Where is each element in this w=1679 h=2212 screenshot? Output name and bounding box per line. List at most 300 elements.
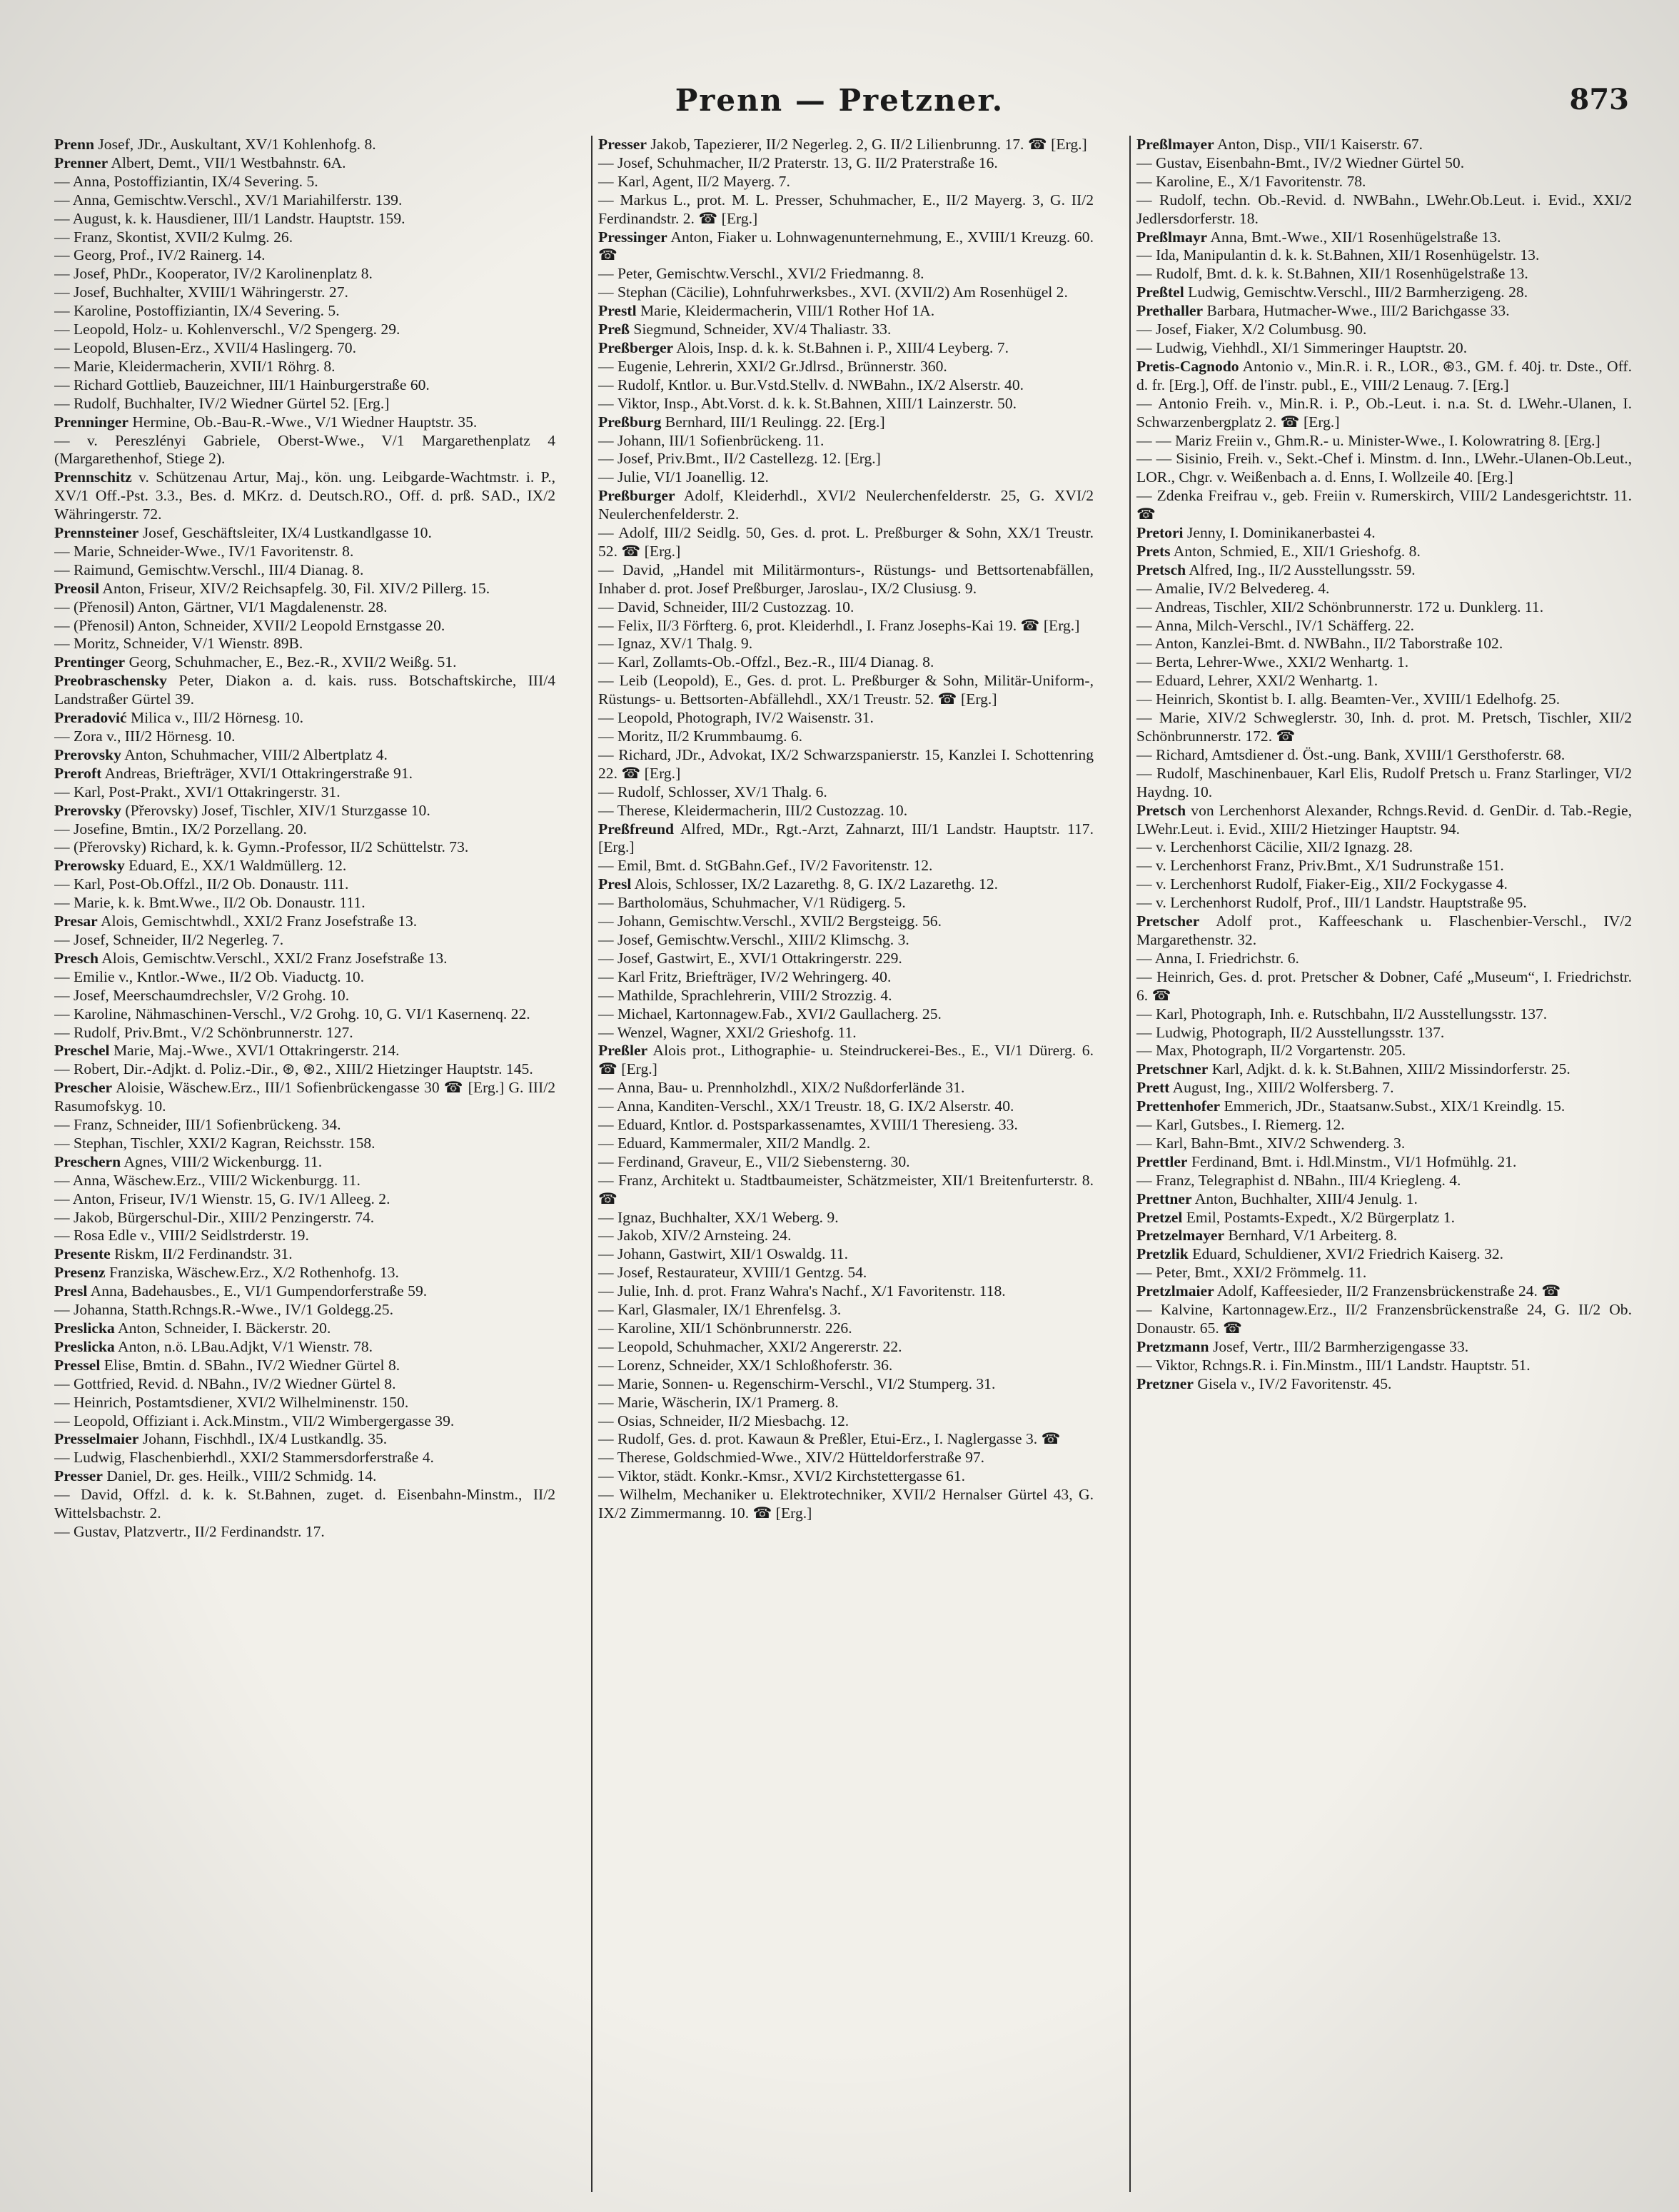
entry-text: — Karoline, E., X/1 Favoritenstr. 78.: [1136, 172, 1366, 190]
entry-surname: Prett: [1136, 1079, 1170, 1097]
directory-entry: [598, 376, 1094, 395]
entry-surname: Prethaller: [1136, 302, 1204, 320]
directory-entry: [1136, 1282, 1632, 1301]
entry-text: Anna, Bmt.-Wwe., XII/1 Rosenhügelstraße 13.: [1210, 228, 1501, 246]
entry-text: Anton, Schuhmacher, VIII/2 Albertplatz 4.: [124, 745, 388, 763]
entry-text: — Josef, Fiaker, X/2 Columbusg. 90.: [1136, 321, 1367, 338]
entry-text: — Richard, Amtsdiener d. Öst.-ung. Bank, XVIII/1 Gersthoferstr. 68.: [1136, 745, 1565, 763]
directory-entry: [598, 321, 1094, 339]
directory-entry: [54, 950, 555, 968]
entry-text: Anton, Friseur, XIV/2 Reichsapfelg. 30, Fil. XIV/2 Pillerg. 15.: [102, 579, 490, 597]
directory-entry: [54, 709, 555, 728]
entry-text: Johann, Fischhdl., IX/4 Lustkandlg. 35.: [142, 1430, 388, 1448]
entry-text: — Josef, Schuhmacher, II/2 Praterstr. 13, G. II/2 Praterstraße 16.: [598, 154, 998, 171]
directory-entry: [598, 228, 1094, 266]
entry-text: — Rosa Edle v., VIII/2 Seidlstrderstr. 19.: [54, 1227, 309, 1245]
directory-entry: [1136, 1079, 1632, 1097]
entry-text: — Eduard, Kntlor. d. Postsparkassenamtes, XVIII/1 Theresieng. 33.: [598, 1116, 1018, 1134]
entry-text: — Anna, Kanditen-Verschl., XX/1 Treustr. 18, G. IX/2 Alserstr. 40.: [598, 1097, 1014, 1115]
directory-entry: [1136, 265, 1632, 283]
entry-text: — Johanna, Statth.Rchngs.R.-Wwe., IV/1 Goldegg.25.: [54, 1301, 393, 1319]
entry-text: — Emil, Bmt. d. StGBahn.Gef., IV/2 Favoritenstr. 12.: [598, 857, 933, 875]
directory-entry: [598, 1486, 1094, 1523]
directory-entry: [54, 765, 555, 783]
entry-text: — Richard, JDr., Advokat, IX/2 Schwarzspanierstr. 15, Kanzlei I. Schottenring 22. ☎ [Erg.]: [598, 745, 1094, 782]
directory-entry: [598, 1097, 1094, 1116]
directory-entry: [1136, 968, 1632, 1005]
entry-surname: Presser: [54, 1467, 103, 1485]
directory-entry: [598, 653, 1094, 672]
directory-entry: [1136, 358, 1632, 395]
directory-entry: [54, 746, 555, 765]
entry-text: — — Mariz Freiin v., Ghm.R.- u. Minister-Wwe., I. Kolowratring 8. [Erg.]: [1136, 431, 1600, 449]
directory-entry: [598, 728, 1094, 746]
entry-surname: Prennsteiner: [54, 524, 139, 542]
entry-surname: Presch: [54, 949, 99, 967]
entry-text: Daniel, Dr. ges. Heilk., VIII/2 Schmidg. 14.: [106, 1467, 377, 1485]
entry-surname: Prerovsky: [54, 745, 121, 763]
entry-text: — Josef, Schneider, II/2 Negerleg. 7.: [54, 930, 284, 948]
entry-text: Anton, n.ö. LBau.Adjkt, V/1 Wienstr. 78.: [117, 1337, 373, 1355]
entry-text: Antonio v., Min.R. i. R., LOR., ⊛3., GM. f. 40j. tr. Dste., Off. d. fr. [Erg.], Off. de l'instr. publ., E., VIII/2 Lenaug. 7. [Erg.]: [1136, 357, 1632, 393]
entry-text: — Franz, Telegraphist d. NBahn., III/4 Kriegleng. 4.: [1136, 1171, 1461, 1189]
directory-entry: [54, 173, 555, 191]
directory-entry: [54, 617, 555, 635]
directory-entry: [54, 1449, 555, 1467]
entry-surname: Prerowsky: [54, 857, 125, 875]
directory-entry: [598, 1135, 1094, 1153]
entry-text: — Kalvine, Kartonnagew.Erz., II/2 Franzensbrückenstraße 24, G. II/2 Ob. Donaustr. 65. ☎: [1136, 1301, 1632, 1337]
directory-entry: [1136, 524, 1632, 543]
entry-text: — Johann, Gemischtw.Verschl., XVII/2 Bergsteigg. 56.: [598, 913, 942, 930]
entry-surname: Pretzel: [1136, 1208, 1183, 1226]
entry-text: — Franz, Schneider, III/1 Sofienbrückeng. 34.: [54, 1116, 341, 1134]
directory-entry: [54, 598, 555, 617]
entry-text: — Eugenie, Lehrerin, XXI/2 Gr.Jdlrsd., Brünnerstr. 360.: [598, 357, 947, 375]
directory-entry: [598, 432, 1094, 451]
directory-entry: [54, 820, 555, 839]
entry-text: — Stephan, Tischler, XXI/2 Kagran, Reichsstr. 158.: [54, 1134, 375, 1152]
entry-text: — Ignaz, Buchhalter, XX/1 Weberg. 9.: [598, 1208, 839, 1226]
directory-entry: [1136, 395, 1632, 432]
entry-text: — (Přenosil) Anton, Gärtner, VI/1 Magdalenenstr. 28.: [54, 598, 388, 615]
directory-entry: [598, 1282, 1094, 1301]
directory-entry: [1136, 173, 1632, 191]
entry-text: — Anton, Kanzlei-Bmt. d. NWBahn., II/2 Taborstraße 102.: [1136, 635, 1503, 653]
entry-text: Anton, Disp., VII/1 Kaiserstr. 67.: [1216, 136, 1423, 153]
entry-text: — Marie, Schneider-Wwe., IV/1 Favoritenstr. 8.: [54, 542, 354, 560]
directory-entry: [1136, 1227, 1632, 1245]
directory-entry: [1136, 1357, 1632, 1375]
entry-text: — Josef, PhDr., Kooperator, IV/2 Karolinenplatz 8.: [54, 265, 373, 283]
entry-text: — Moritz, Schneider, V/1 Wienstr. 89B.: [54, 635, 303, 653]
entry-text: — Leopold, Schuhmacher, XXI/2 Angererstr. 22.: [598, 1337, 902, 1355]
directory-entry: [1136, 283, 1632, 302]
entry-surname: Preosil: [54, 579, 100, 597]
column-right: [1129, 136, 1632, 2192]
entry-surname: Preßberger: [598, 338, 674, 356]
entry-text: Alois, Gemischtwhdl., XXI/2 Franz Josefstraße 13.: [100, 913, 418, 930]
directory-entry: [1136, 672, 1632, 690]
directory-entry: [598, 1449, 1094, 1467]
entry-text: Georg, Schuhmacher, E., Bez.-R., XVII/2 Weißg. 51.: [128, 653, 457, 671]
directory-entry: [1136, 950, 1632, 968]
entry-text: Ferdinand, Bmt. i. Hdl.Minstm., VI/1 Hofmühlg. 21.: [1191, 1152, 1517, 1170]
entry-surname: Presl: [54, 1282, 88, 1300]
entry-text: — Viktor, städt. Konkr.-Kmsr., XVI/2 Kirchstettergasse 61.: [598, 1467, 966, 1485]
entry-text: — Anton, Friseur, IV/1 Wienstr. 15, G. IV/1 Alleeg. 2.: [54, 1190, 390, 1207]
entry-text: — Eduard, Kammermaler, XII/2 Mandlg. 2.: [598, 1134, 871, 1152]
directory-entry: [54, 672, 555, 709]
entry-text: — Karl, Photograph, Inh. e. Rutschbahn, II/2 Ausstellungsstr. 137.: [1136, 1005, 1548, 1022]
entry-text: — Rudolf, Kntlor. u. Bur.Vstd.Stellv. d. NWBahn., IX/2 Alserstr. 40.: [598, 376, 1024, 393]
entry-text: — Ignaz, XV/1 Thalg. 9.: [598, 635, 753, 653]
directory-entry: [598, 1319, 1094, 1338]
directory-entry: [54, 580, 555, 598]
entry-text: — Osias, Schneider, II/2 Miesbachg. 12.: [598, 1412, 849, 1429]
entry-text: — Rudolf, techn. Ob.-Revid. d. NWBahn., LWehr.Ob.Leut. i. Evid., XXI/2 Jedlersdorferstr. 18.: [1136, 191, 1632, 227]
entry-surname: Presente: [54, 1245, 111, 1263]
entry-text: Ludwig, Gemischtw.Verschl., III/2 Barmherzigeng. 28.: [1188, 283, 1528, 301]
entry-surname: Pretzner: [1136, 1374, 1194, 1392]
directory-entry: [1136, 246, 1632, 265]
directory-entry: [1136, 339, 1632, 358]
entry-text: Adolf, Kleiderhdl., XVI/2 Neulerchenfelderstr. 25, G. XVI/2 Neulerchenfelderstr. 2.: [598, 487, 1094, 523]
entry-text: Anton, Fiaker u. Lohnwagenunternehmung, E., XVIII/1 Kreuzg. 60. ☎: [598, 228, 1094, 264]
entry-surname: Presl: [598, 875, 632, 893]
entry-text: Josef, Vertr., III/2 Barmherzigengasse 33.: [1212, 1337, 1469, 1355]
directory-entry: [1136, 450, 1632, 487]
entry-text: — Leopold, Blusen-Erz., XVII/4 Haslingerg. 70.: [54, 338, 356, 356]
entry-text: — Anna, Postoffiziantin, IX/4 Severing. 5.: [54, 172, 318, 190]
directory-entry: [54, 1227, 555, 1245]
entry-text: Milica v., III/2 Hörnesg. 10.: [130, 709, 304, 727]
directory-entry: [1136, 1097, 1632, 1116]
directory-entry: [598, 1024, 1094, 1042]
entry-text: Karl, Adjkt. d. k. k. St.Bahnen, XIII/2 Missindorferstr. 25.: [1211, 1060, 1570, 1078]
entry-text: — Ludwig, Photograph, II/2 Ausstellungsstr. 137.: [1136, 1023, 1445, 1041]
directory-entry: [1136, 875, 1632, 894]
entry-text: — Rudolf, Bmt. d. k. k. St.Bahnen, XII/1 Rosenhügelstraße 13.: [1136, 265, 1528, 283]
directory-entry: [598, 524, 1094, 561]
directory-entry: [54, 302, 555, 321]
directory-entry: [1136, 802, 1632, 839]
directory-entry: [598, 1245, 1094, 1264]
directory-entry: [598, 173, 1094, 191]
entry-text: — Anna, I. Friedrichstr. 6.: [1136, 949, 1299, 967]
directory-entry: [1136, 1245, 1632, 1264]
entry-surname: Presenz: [54, 1264, 106, 1282]
directory-entry: [598, 1227, 1094, 1245]
entry-text: — Berta, Lehrer-Wwe., XXI/2 Wenhartg. 1.: [1136, 653, 1409, 671]
directory-entry: [1136, 598, 1632, 617]
entry-text: — Robert, Dir.-Adjkt. d. Poliz.-Dir., ⊛, ⊛2., XIII/2 Hietzinger Hauptstr. 145.: [54, 1060, 533, 1078]
column-left: [54, 136, 555, 2192]
entry-text: — Ludwig, Viehhdl., XI/1 Simmeringer Hauptstr. 20.: [1136, 338, 1468, 356]
entry-surname: Pretsch: [1136, 560, 1186, 578]
entry-text: Eduard, Schuldiener, XVI/2 Friedrich Kaiserg. 32.: [1192, 1245, 1504, 1263]
directory-entry: [54, 1486, 555, 1523]
directory-entry: [1136, 543, 1632, 561]
entry-text: — Peter, Gemischtw.Verschl., XVI/2 Friedmanng. 8.: [598, 265, 924, 283]
directory-entry: [1136, 1024, 1632, 1042]
directory-entry: [598, 1264, 1094, 1282]
directory-entry: [54, 358, 555, 376]
entry-text: — — Sisinio, Freih. v., Sekt.-Chef i. Minstm. d. Inn., LWehr.-Ulanen-Ob.Leut., LOR., Chgr. v. Weißenbach a. d. Enns, I. Wollzeile 40. [Erg.]: [1136, 450, 1632, 486]
entry-text: — Anna, Wäschew.Erz., VIII/2 Wickenburgg. 11.: [54, 1171, 360, 1189]
entry-text: — Wenzel, Wagner, XXI/2 Grieshofg. 11.: [598, 1023, 857, 1041]
directory-entry: [1136, 894, 1632, 913]
directory-entry: [1136, 1042, 1632, 1060]
directory-entry: [54, 154, 555, 173]
directory-entry: [54, 838, 555, 857]
entry-surname: Pretis-Cagnodo: [1136, 357, 1239, 375]
directory-entry: [1136, 580, 1632, 598]
entry-text: — Max, Photograph, II/2 Vorgartenstr. 205.: [1136, 1042, 1406, 1060]
entry-surname: Prettler: [1136, 1152, 1188, 1170]
entry-text: Andreas, Briefträger, XVI/1 Ottakringerstraße 91.: [104, 764, 413, 782]
entry-text: Albert, Demt., VII/1 Westbahnstr. 6A.: [111, 154, 346, 171]
entry-text: Alois, Gemischtw.Verschl., XXI/2 Franz Josefstraße 13.: [101, 949, 448, 967]
directory-entry: [1136, 136, 1632, 154]
entry-text: — Heinrich, Skontist b. I. allg. Beamten-Ver., XVIII/1 Edelhofg. 25.: [1136, 690, 1560, 708]
entry-surname: Pretzmann: [1136, 1337, 1209, 1355]
directory-entry: [598, 987, 1094, 1005]
entry-text: Bernhard, V/1 Arbeiterg. 8.: [1228, 1227, 1398, 1245]
page-number: 873: [1569, 83, 1629, 116]
directory-entry: [598, 395, 1094, 413]
directory-entry: [1136, 765, 1632, 802]
entry-surname: Preßburg: [598, 413, 662, 431]
entry-surname: Pretzelmayer: [1136, 1227, 1225, 1245]
directory-entry: [598, 561, 1094, 598]
directory-entry: [54, 1209, 555, 1227]
entry-text: Josef, JDr., Auskultant, XV/1 Kohlenhofg. 8.: [98, 136, 376, 153]
entry-text: — Karl, Post-Ob.Offzl., II/2 Ob. Donaustr. 111.: [54, 875, 349, 893]
directory-entry: [54, 1357, 555, 1375]
directory-entry: [1136, 635, 1632, 653]
entry-text: — Jakob, Bürgerschul-Dir., XIII/2 Penzingerstr. 74.: [54, 1208, 375, 1226]
entry-text: — v. Lerchenhorst Franz, Priv.Bmt., X/1 Sudrunstraße 151.: [1136, 857, 1504, 875]
directory-entry: [54, 210, 555, 228]
entry-text: — Marie, k. k. Bmt.Wwe., II/2 Ob. Donaustr. 111.: [54, 894, 365, 912]
entry-text: — Julie, Inh. d. prot. Franz Wahra's Nachf., X/1 Favoritenstr. 118.: [598, 1282, 1006, 1300]
entry-text: — Bartholomäus, Schuhmacher, V/1 Rüdigerg. 5.: [598, 894, 906, 912]
entry-surname: Preslicka: [54, 1337, 115, 1355]
entry-text: — David, Offzl. d. k. k. St.Bahnen, zuget. d. Eisenbahn-Minstm., II/2 Wittelsbachstr. 2.: [54, 1486, 555, 1522]
entry-text: — Franz, Skontist, XVII/2 Kulmg. 26.: [54, 228, 293, 246]
entry-text: — Lorenz, Schneider, XX/1 Schloßhoferstr. 36.: [598, 1356, 893, 1374]
directory-entry: [54, 1467, 555, 1486]
entry-text: — Stephan (Cäcilie), Lohnfuhrwerksbes., XVI. (XVII/2) Am Rosenhügel 2.: [598, 283, 1068, 301]
entry-text: — Johann, Gastwirt, XII/1 Oswaldg. 11.: [598, 1245, 849, 1263]
entry-text: — Josef, Priv.Bmt., II/2 Castellezg. 12. [Erg.]: [598, 450, 881, 468]
directory-entry: [54, 653, 555, 672]
entry-surname: Prestl: [598, 302, 637, 320]
directory-entry: [598, 468, 1094, 487]
entry-surname: Preslicka: [54, 1319, 115, 1337]
directory-entry: [1136, 1060, 1632, 1079]
directory-entry: [54, 857, 555, 875]
directory-entry: [1136, 617, 1632, 635]
directory-entry: [54, 413, 555, 432]
directory-entry: [598, 1430, 1094, 1449]
entry-text: — Ferdinand, Graveur, E., VII/2 Siebensterng. 30.: [598, 1152, 910, 1170]
directory-entry: [54, 468, 555, 524]
entry-text: — Ludwig, Flaschenbierhdl., XXI/2 Stammersdorferstraße 4.: [54, 1449, 434, 1467]
entry-text: Alfred, MDr., Rgt.-Arzt, Zahnarzt, III/1 Landstr. Hauptstr. 117. [Erg.]: [598, 820, 1094, 856]
directory-entry: [598, 746, 1094, 783]
entry-text: Anton, Schneider, I. Bäckerstr. 20.: [117, 1319, 331, 1337]
entry-text: Emmerich, JDr., Staatsanw.Subst., XIX/1 Kreindlg. 15.: [1224, 1097, 1565, 1115]
entry-text: — Felix, II/3 Förfterg. 6, prot. Kleiderhdl., I. Franz Josephs-Kai 19. ☎ [Erg.]: [598, 616, 1080, 634]
directory-entry: [598, 783, 1094, 802]
entry-surname: Pretzlik: [1136, 1245, 1189, 1263]
entry-text: — Anna, Bau- u. Prennholzhdl., XIX/2 Nußdorferlände 31.: [598, 1079, 965, 1097]
entry-text: — Ida, Manipulantin d. k. k. St.Bahnen, XII/1 Rosenhügelstr. 13.: [1136, 246, 1540, 264]
entry-surname: Prennschitz: [54, 468, 132, 486]
entry-text: — Richard Gottlieb, Bauzeichner, III/1 Hainburgerstraße 60.: [54, 376, 430, 393]
entry-text: — Rudolf, Maschinenbauer, Karl Elis, Rudolf Pretsch u. Franz Starlinger, VI/2 Haydng. 10.: [1136, 764, 1632, 800]
directory-entry: [598, 1375, 1094, 1394]
directory-entry: [598, 875, 1094, 894]
entry-text: — v. Lerchenhorst Rudolf, Prof., III/1 Landstr. Hauptstraße 95.: [1136, 894, 1527, 912]
directory-entry: [598, 1467, 1094, 1486]
entry-surname: Preobraschensky: [54, 672, 167, 690]
directory-entry: [54, 1172, 555, 1190]
entry-text: Elise, Bmtin. d. SBahn., IV/2 Wiedner Gürtel 8.: [104, 1356, 400, 1374]
directory-entry: [54, 635, 555, 653]
entry-surname: Prenner: [54, 154, 109, 171]
directory-entry: [598, 635, 1094, 653]
directory-entry: [54, 783, 555, 802]
entry-surname: Presser: [598, 136, 647, 153]
entry-text: Jakob, Tapezierer, II/2 Negerleg. 2, G. II/2 Lilienbrunng. 17. ☎ [Erg.]: [650, 136, 1087, 153]
entry-text: — Wilhelm, Mechaniker u. Elektrotechniker, XVII/2 Hernalser Gürtel 43, G. IX/2 Zimmermanng. 10. ☎ [Erg.]: [598, 1486, 1094, 1522]
entry-text: Marie, Kleidermacherin, VIII/1 Rother Hof 1A.: [640, 302, 935, 320]
entry-surname: Preßburger: [598, 487, 675, 505]
entry-text: Peter, Diakon a. d. kais. russ. Botschaftskirche, III/4 Landstraßer Gürtel 39.: [54, 672, 555, 708]
entry-text: — Gustav, Platzvertr., II/2 Ferdinandstr. 17.: [54, 1522, 325, 1540]
entry-text: von Lerchenhorst Alexander, Rchngs.Revid. d. GenDir. d. Tab.-Regie, LWehr.Leut. i. Evid., XIII/2 Hietzinger Hauptstr. 94.: [1136, 801, 1632, 838]
entry-surname: Prerovsky: [54, 801, 121, 819]
directory-entry: [54, 1523, 555, 1542]
directory-entry: [598, 283, 1094, 302]
entry-text: (Přerovsky) Josef, Tischler, XIV/1 Sturzgasse 10.: [125, 801, 430, 819]
entry-text: — v. Lerchenhorst Cäcilie, XII/2 Ignazg. 28.: [1136, 838, 1413, 856]
directory-entry: [54, 875, 555, 894]
entry-text: — Eduard, Lehrer, XXI/2 Wenhartg. 1.: [1136, 672, 1378, 690]
directory-entry: [1136, 746, 1632, 765]
entry-text: Anna, Badehausbes., E., VI/1 Gumpendorferstraße 59.: [90, 1282, 428, 1300]
directory-entry: [598, 894, 1094, 913]
directory-entry: [598, 802, 1094, 820]
directory-entry: [54, 931, 555, 950]
directory-entry: [598, 931, 1094, 950]
directory-entry: [598, 1301, 1094, 1319]
entry-text: — Moritz, II/2 Krummbaumg. 6.: [598, 728, 803, 745]
directory-entry: [1136, 228, 1632, 247]
directory-entry: [598, 1116, 1094, 1135]
directory-entry: [598, 857, 1094, 875]
directory-entry: [54, 1135, 555, 1153]
directory-entry: [1136, 1153, 1632, 1172]
entry-text: Adolf prot., Kaffeeschank u. Flaschenbier-Verschl., IV/2 Margarethenstr. 32.: [1136, 913, 1632, 948]
directory-entry: [1136, 302, 1632, 321]
directory-entry: [598, 1042, 1094, 1079]
directory-entry: [54, 1282, 555, 1301]
directory-entry: [1136, 1301, 1632, 1338]
entry-text: v. Schützenau Artur, Maj., kön. ung. Leibgarde-Wachtmstr. i. P., XV/1 Off.-Pst. 3.3., Bes. d. MKrz. d. Deutsch.RO., Off. d. prß. SAD., IX/2 Währingerstr. 72.: [54, 468, 555, 523]
directory-entry: [54, 432, 555, 469]
directory-entry: [598, 154, 1094, 173]
directory-entry: [54, 191, 555, 210]
directory-entry: [598, 1209, 1094, 1227]
entry-text: — (Přenosil) Anton, Schneider, XVII/2 Leopold Ernstgasse 20.: [54, 616, 445, 634]
entry-text: — Karoline, XII/1 Schönbrunnerstr. 226.: [598, 1319, 852, 1337]
directory-entry: [1136, 561, 1632, 580]
entry-text: Gisela v., IV/2 Favoritenstr. 45.: [1197, 1374, 1392, 1392]
entry-text: — Therese, Goldschmied-Wwe., XIV/2 Hütteldorferstraße 97.: [598, 1449, 985, 1467]
entry-text: — (Přerovsky) Richard, k. k. Gymn.-Professor, II/2 Schüttelstr. 73.: [54, 838, 469, 856]
entry-surname: Preßlmayer: [1136, 136, 1214, 153]
directory-entry: [54, 968, 555, 987]
entry-text: — David, Schneider, III/2 Custozzag. 10.: [598, 598, 854, 615]
entry-text: — Leopold, Offiziant i. Ack.Minstm., VII/2 Wimbergergasse 39.: [54, 1412, 455, 1429]
directory-entry: [1136, 487, 1632, 524]
entry-text: Alois prot., Lithographie- u. Steindruckerei-Bes., E., VI/1 Dürerg. 6. ☎ [Erg.]: [598, 1042, 1094, 1078]
directory-entry: [598, 339, 1094, 358]
entry-surname: Pretscher: [1136, 913, 1200, 930]
entry-text: — Mathilde, Sprachlehrerin, VIII/2 Strozzig. 4.: [598, 986, 892, 1004]
entry-text: — Zdenka Freifrau v., geb. Freiin v. Rumerskirch, VIII/2 Landesgerichtstr. 11. ☎: [1136, 487, 1632, 523]
entry-text: — Emilie v., Kntlor.-Wwe., II/2 Ob. Viaductg. 10.: [54, 967, 365, 985]
entry-surname: Pretschner: [1136, 1060, 1209, 1078]
entry-text: — Rudolf, Priv.Bmt., V/2 Schönbrunnerstr. 127.: [54, 1023, 353, 1041]
entry-text: — Jakob, XIV/2 Arnsteing. 24.: [598, 1227, 792, 1245]
entry-surname: Preß: [598, 321, 630, 338]
entry-text: — Zora v., III/2 Hörnesg. 10.: [54, 728, 236, 745]
entry-text: — Karl, Glasmaler, IX/1 Ehrenfelsg. 3.: [598, 1301, 842, 1319]
entry-text: Siegmund, Schneider, XV/4 Thaliastr. 33.: [633, 321, 892, 338]
entry-surname: Prentinger: [54, 653, 126, 671]
entry-text: Aloisie, Wäschew.Erz., III/1 Sofienbrückengasse 30 ☎ [Erg.] G. III/2 Rasumofskyg. 10.: [54, 1079, 555, 1115]
directory-entry: [1136, 1005, 1632, 1024]
directory-entry: [598, 1357, 1094, 1375]
entry-text: — Anna, Milch-Verschl., IV/1 Schäfferg. 22.: [1136, 616, 1415, 634]
entry-text: — Viktor, Rchngs.R. i. Fin.Minstm., III/1 Landstr. Hauptstr. 51.: [1136, 1356, 1531, 1374]
entry-surname: Prettner: [1136, 1190, 1192, 1207]
directory-entry: [54, 1394, 555, 1412]
directory-entry: [54, 894, 555, 913]
entry-surname: Pressinger: [598, 228, 667, 246]
page-title: Prenn — Pretzner.: [675, 83, 1004, 118]
column-middle: [591, 136, 1094, 2192]
entry-text: — Josef, Restaurateur, XVIII/1 Gentzg. 54.: [598, 1264, 867, 1282]
directory-entry: [598, 265, 1094, 283]
directory-entry: [54, 524, 555, 543]
entry-surname: Presselmaier: [54, 1430, 139, 1448]
directory-entry: [54, 1060, 555, 1079]
columns: [54, 136, 1632, 2192]
page-header: [50, 83, 1629, 126]
entry-text: — Rudolf, Schlosser, XV/1 Thalg. 6.: [598, 783, 827, 800]
entry-text: — Karl, Bahn-Bmt., XIV/2 Schwenderg. 3.: [1136, 1134, 1406, 1152]
entry-text: — Leib (Leopold), E., Ges. d. prot. L. Preßburger & Sohn, Militär-Uniform-, Rüstungs- u. Bettsorten-Abfällehdl., XX/1 Treustr. 52. ☎ [Erg.]: [598, 672, 1094, 708]
directory-entry: [54, 1319, 555, 1338]
directory-entry: [54, 228, 555, 247]
entry-text: — Raimund, Gemischtw.Verschl., III/4 Dianag. 8.: [54, 560, 364, 578]
